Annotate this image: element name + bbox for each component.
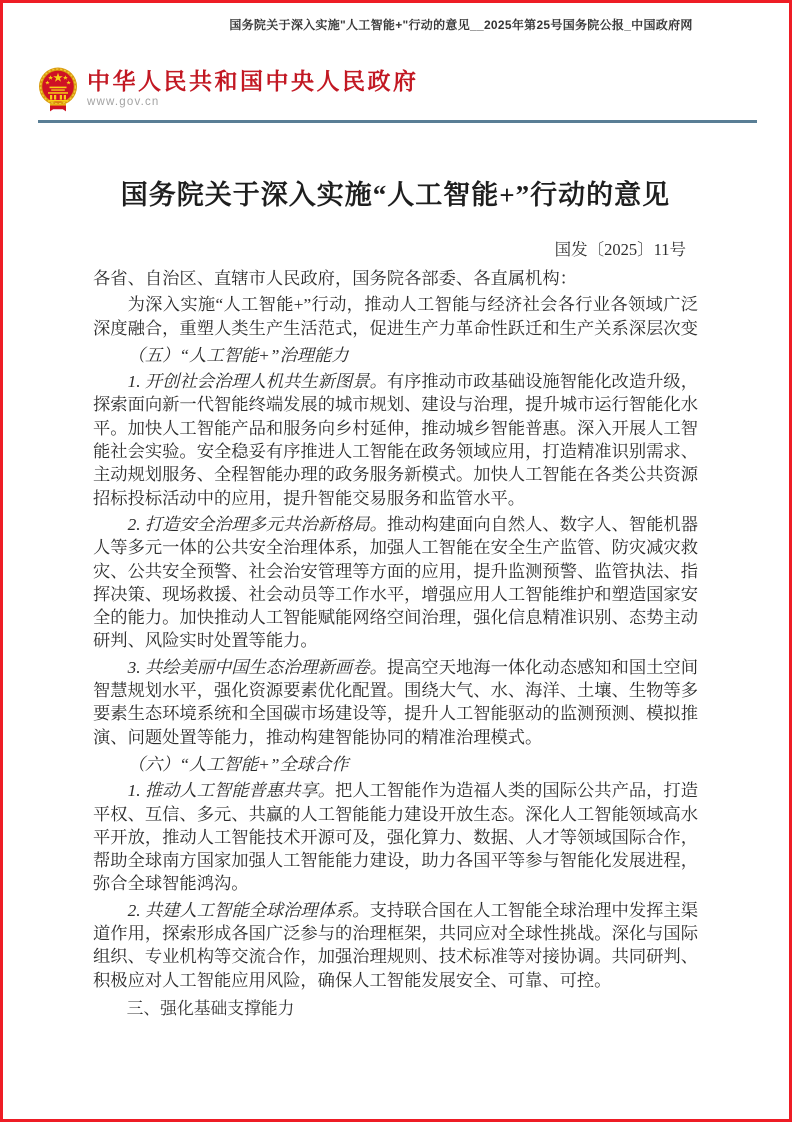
item-text: 支持联合国在人工智能全球治理中发挥主渠道作用，探索形成各国广泛参与的治理框架，共同应对全球性挑战。深化与国际组织、专业机构等交流合作，加强治理规则、技术标准等对接协调。共同研判、积极应对人工智能应用风险，确保人工智能发展安全、可靠、可控。 — [93, 900, 698, 990]
numbered-paragraph — [93, 656, 698, 749]
item-lead: 1. 推动人工智能普惠共享。 — [127, 781, 336, 801]
item-lead: 2. 打造安全治理多元共治新格局。 — [127, 514, 387, 534]
item-text: 把人工智能作为造福人类的国际公共产品，打造平权、互信、多元、共赢的人工智能能力建设开放生态。深化人工智能领域高水平开放，推动人工智能技术开源可及，强化算力、数据、人才等领域国际合作，帮助全球南方国家加强人工智能能力建设，助力各国平等参与智能化发展进程，弥合全球智能鸿沟。 — [93, 781, 698, 894]
print-header-title: 国务院关于深入实施"人工智能+"行动的意见__2025年第25号国务院公报_中国政府网 — [229, 18, 693, 32]
item-text: 提高空天地海一体化动态感知和国土空间智慧规划水平，强化资源要素优化配置。围绕大气、水、海洋、土壤、生物等多要素生态环境系统和全国碳市场建设等，提升人工智能驱动的监测预测、模拟推演、问题处置等能力，推动构建智能协同的精准治理模式。 — [93, 657, 698, 747]
site-name[interactable]: 中华人民共和国中央人民政府 — [87, 68, 419, 94]
document — [3, 179, 789, 1020]
numbered-paragraph — [93, 370, 698, 510]
item-lead: 1. 开创社会治理人机共生新图景。 — [127, 372, 387, 392]
numbered-paragraph — [93, 513, 698, 653]
item-lead: 3. 共绘美丽中国生态治理新画卷。 — [127, 657, 387, 677]
numbered-paragraph — [93, 899, 698, 992]
section-subheading: （六）“人工智能+”全球合作 — [127, 754, 349, 774]
paragraph: 为深入实施“人工智能+”行动，推动人工智能与经济社会各行业各领域广泛深度融合，重塑人类生产生活范式，促进生产力革命性跃迁和生产关系深层次变 — [93, 295, 698, 338]
document-body — [93, 267, 698, 1020]
item-lead: 2. 共建人工智能全球治理体系。 — [127, 900, 370, 920]
numbered-paragraph — [93, 779, 698, 895]
national-emblem-icon[interactable] — [38, 66, 78, 114]
gov-masthead — [38, 66, 757, 123]
item-text: 有序推动市政基础设施智能化改造升级，探索面向新一代智能终端发展的城市规划、建设与治理，提升城市运行智能化水平。加快人工智能产品和服务向乡村延伸，推动城乡智能普惠。深入开展人工智能社会实验。安全稳妥有序推进人工智能在政务领域应用，打造精准识别需求、主动规划服务、全程智能办理的政务服务新模式。加快人工智能在各类公共资源招标投标活动中的应用，提升智能交易服务和监管水平。 — [93, 372, 698, 508]
print-header — [3, 3, 789, 42]
site-url[interactable]: www.gov.cn — [87, 96, 160, 108]
section-subheading: （五）“人工智能+”治理能力 — [127, 345, 349, 365]
document-number: 国发〔2025〕11号 — [554, 240, 686, 259]
document-title: 国务院关于深入实施“人工智能+”行动的意见 — [120, 180, 671, 210]
masthead-brand — [87, 66, 419, 108]
section-heading: 三、强化基础支撑能力 — [126, 998, 295, 1018]
item-text: 推动构建面向自然人、数字人、智能机器人等多元一体的公共安全治理体系，加强人工智能在安全生产监管、防灾减灾救灾、公共安全预警、社会治安管理等方面的应用，提升监测预警、监管执法、指挥决策、现场救援、社会动员等工作水平，增强应用人工智能维护和塑造国家安全的能力。加快推动人工智能赋能网络空间治理，强化信息精准识别、态势主动研判、风险实时处置等能力。 — [93, 514, 698, 651]
salutation: 各省、自治区、直辖市人民政府，国务院各部委、各直属机构： — [93, 269, 577, 288]
